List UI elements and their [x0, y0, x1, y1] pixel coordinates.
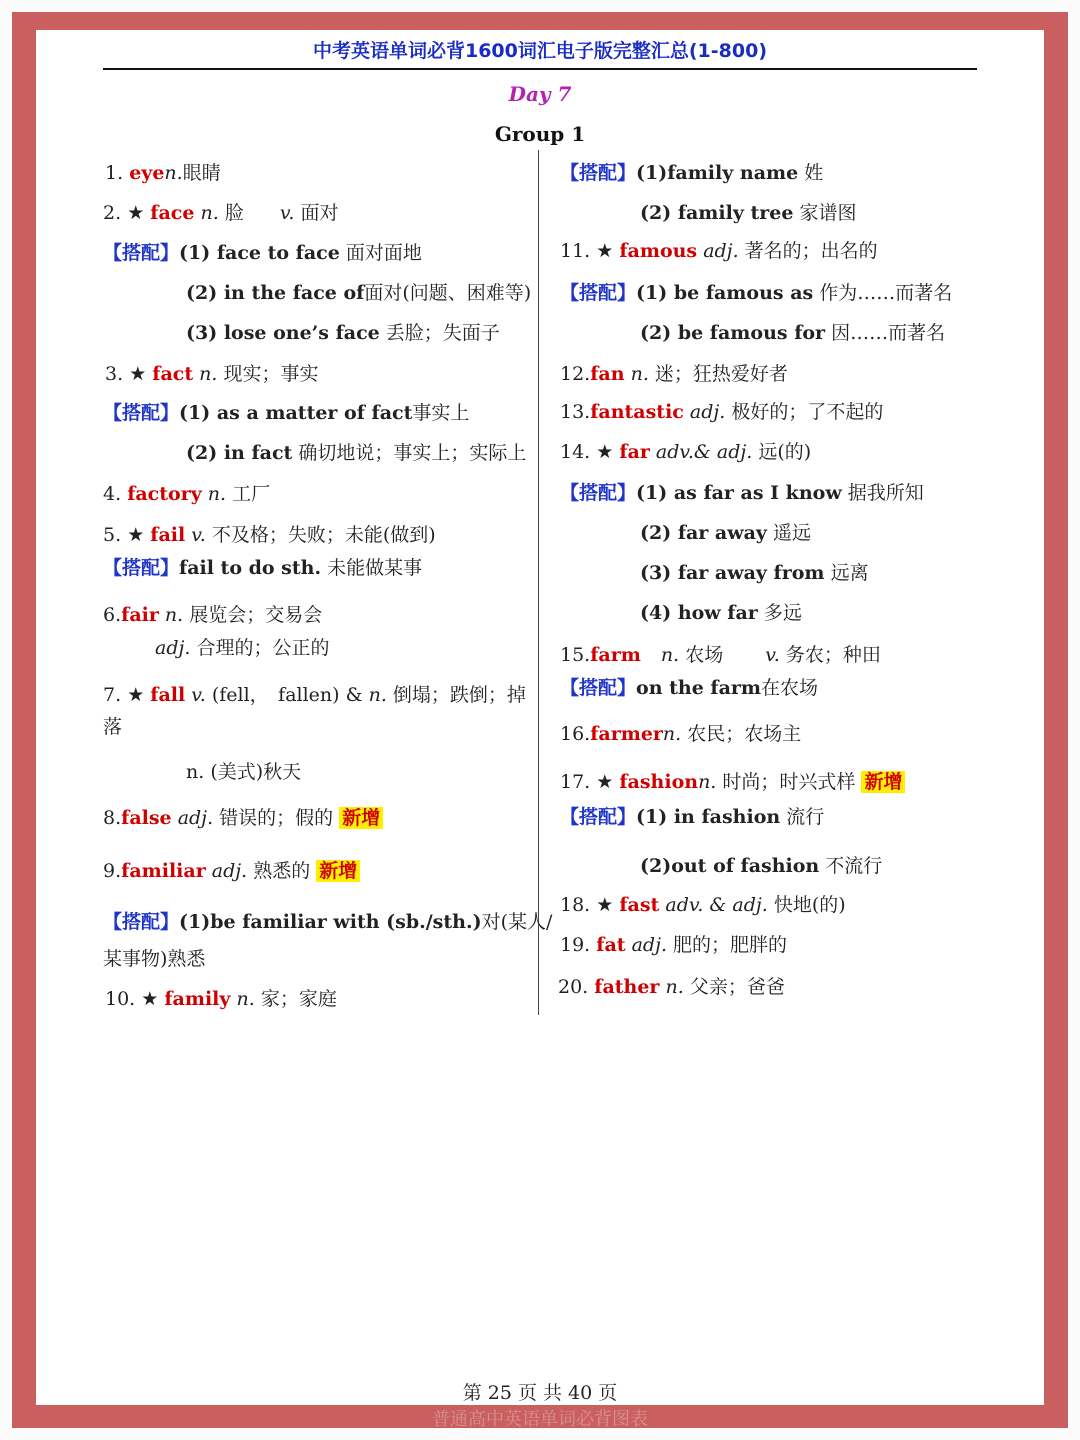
entry-12: 12.fan n. 迷；狂热爱好者 — [560, 363, 788, 385]
headword: fail — [150, 524, 186, 546]
star-icon: ★ — [596, 894, 614, 916]
collocation: (2) in fact 确切地说；事实上；实际上 — [186, 442, 527, 464]
star-icon: ★ — [129, 363, 147, 385]
headword: fair — [121, 604, 159, 626]
entry-7-sense-2: n. (美式)秋天 — [186, 761, 302, 783]
collocation: 【搭配】(1) be famous as 作为……而著名 — [560, 282, 953, 304]
collocation: 【搭配】(1) as a matter of fact事实上 — [103, 402, 470, 424]
collocation: (3) lose one’s face 丢脸；失面子 — [186, 322, 500, 344]
document-page — [36, 30, 1044, 1405]
headword: eye — [129, 162, 165, 184]
entry-7-wrap: 落 — [103, 716, 123, 738]
headword: farmer — [590, 723, 663, 745]
headword: false — [121, 807, 172, 829]
collocation-wrap: 某事物)熟悉 — [103, 948, 206, 970]
day-title: Day 7 — [508, 82, 572, 106]
document-header-title: 中考英语单词必背1600词汇电子版完整汇总(1-800) — [312, 40, 768, 62]
star-icon: ★ — [596, 441, 614, 463]
group-title: Group 1 — [494, 122, 586, 146]
entry-1: 1. eyen.眼睛 — [105, 162, 221, 184]
collocation-tag: 【搭配】 — [103, 911, 180, 933]
entry-5: 5. ★ fail v. 不及格；失败；未能(做到) — [103, 524, 436, 546]
collocation: (2) in the face of面对(问题、困难等) — [186, 282, 532, 304]
entry-8: 8.false adj. 错误的；假的 新增 — [103, 805, 383, 831]
headword: fast — [619, 894, 660, 916]
entry-19: 19. fat adj. 肥的；肥胖的 — [560, 934, 788, 956]
entry-10: 10. ★ family n. 家；家庭 — [105, 988, 337, 1010]
entry-18: 18. ★ fast adv. & adj. 快地(的) — [560, 894, 846, 916]
header-divider — [103, 68, 977, 70]
entry-13: 13.fantastic adj. 极好的；了不起的 — [560, 401, 884, 423]
headword: fat — [596, 934, 626, 956]
collocation: (2) be famous for 因……而著名 — [640, 322, 946, 344]
page-number-footer: 第 25 页 共 40 页 — [462, 1382, 618, 1404]
collocation: 【搭配】(1) as far as I know 据我所知 — [560, 482, 924, 504]
column-divider — [538, 150, 539, 1015]
entry-2: 2. ★ face n. 脸 v. 面对 — [103, 202, 339, 224]
headword: father — [594, 976, 660, 998]
entry-6: 6.fair n. 展览会；交易会 — [103, 604, 323, 626]
entry-20: 20. father n. 父亲；爸爸 — [558, 976, 785, 998]
new-badge: 新增 — [339, 807, 383, 829]
star-icon: ★ — [596, 240, 614, 262]
collocation: (2) far away 遥远 — [640, 522, 812, 544]
collocation: (2)out of fashion 不流行 — [640, 855, 883, 877]
collocation: (3) far away from 远离 — [640, 562, 869, 584]
headword: famous — [619, 240, 698, 262]
headword: fact — [152, 363, 194, 385]
headword: fantastic — [590, 401, 684, 423]
star-icon: ★ — [127, 524, 145, 546]
headword: family — [164, 988, 231, 1010]
headword: fall — [150, 684, 186, 706]
collocation-tag: 【搭配】 — [560, 162, 637, 184]
collocation-tag: 【搭配】 — [103, 402, 180, 424]
collocation-tag: 【搭配】 — [560, 282, 637, 304]
entry-6-sense-2: adj. 合理的；公正的 — [155, 637, 330, 659]
star-icon: ★ — [127, 202, 145, 224]
collocation: 【搭配】(1) in fashion 流行 — [560, 806, 825, 828]
collocation: 【搭配】fail to do sth. 未能做某事 — [103, 557, 423, 579]
star-icon: ★ — [596, 771, 614, 793]
star-icon: ★ — [141, 988, 159, 1010]
entry-14: 14. ★ far adv.& adj. 远(的) — [560, 441, 812, 463]
headword: farm — [590, 644, 641, 666]
collocation: 【搭配】(1)be familiar with (sb./sth.)对(某人/ — [103, 911, 553, 933]
watermark: 普通高中英语单词必背图表 — [432, 1409, 648, 1430]
new-badge: 新增 — [861, 771, 905, 793]
collocation-tag: 【搭配】 — [103, 242, 180, 264]
collocation: 【搭配】on the farm在农场 — [560, 677, 819, 699]
entry-15: 15.farm n. 农场 v. 务农；种田 — [560, 644, 881, 666]
entry-11: 11. ★ famous adj. 著名的；出名的 — [560, 240, 878, 262]
collocation: 【搭配】(1)family name 姓 — [560, 162, 824, 184]
collocation: (4) how far 多远 — [640, 602, 802, 624]
entry-4: 4. factory n. 工厂 — [103, 483, 271, 505]
collocation-tag: 【搭配】 — [560, 677, 637, 699]
new-badge: 新增 — [316, 860, 360, 882]
headword: fan — [590, 363, 625, 385]
collocation-tag: 【搭配】 — [103, 557, 180, 579]
entry-16: 16.farmern. 农民；农场主 — [560, 723, 802, 745]
collocation-tag: 【搭配】 — [560, 482, 637, 504]
headword: fashion — [619, 771, 699, 793]
headword: familiar — [121, 860, 206, 882]
entry-3: 3. ★ fact n. 现实；事实 — [105, 363, 319, 385]
headword: face — [150, 202, 195, 224]
entry-9: 9.familiar adj. 熟悉的 新增 — [103, 858, 360, 884]
collocation-tag: 【搭配】 — [560, 806, 637, 828]
entry-7: 7. ★ fall v. (fell， fallen) & n. 倒塌；跌倒；掉 — [103, 684, 526, 706]
star-icon: ★ — [127, 684, 145, 706]
entry-17: 17. ★ fashionn. 时尚；时兴式样 新增 — [560, 769, 905, 795]
headword: factory — [127, 483, 202, 505]
collocation: (2) family tree 家谱图 — [640, 202, 857, 224]
collocation: 【搭配】(1) face to face 面对面地 — [103, 242, 422, 264]
headword: far — [619, 441, 650, 463]
